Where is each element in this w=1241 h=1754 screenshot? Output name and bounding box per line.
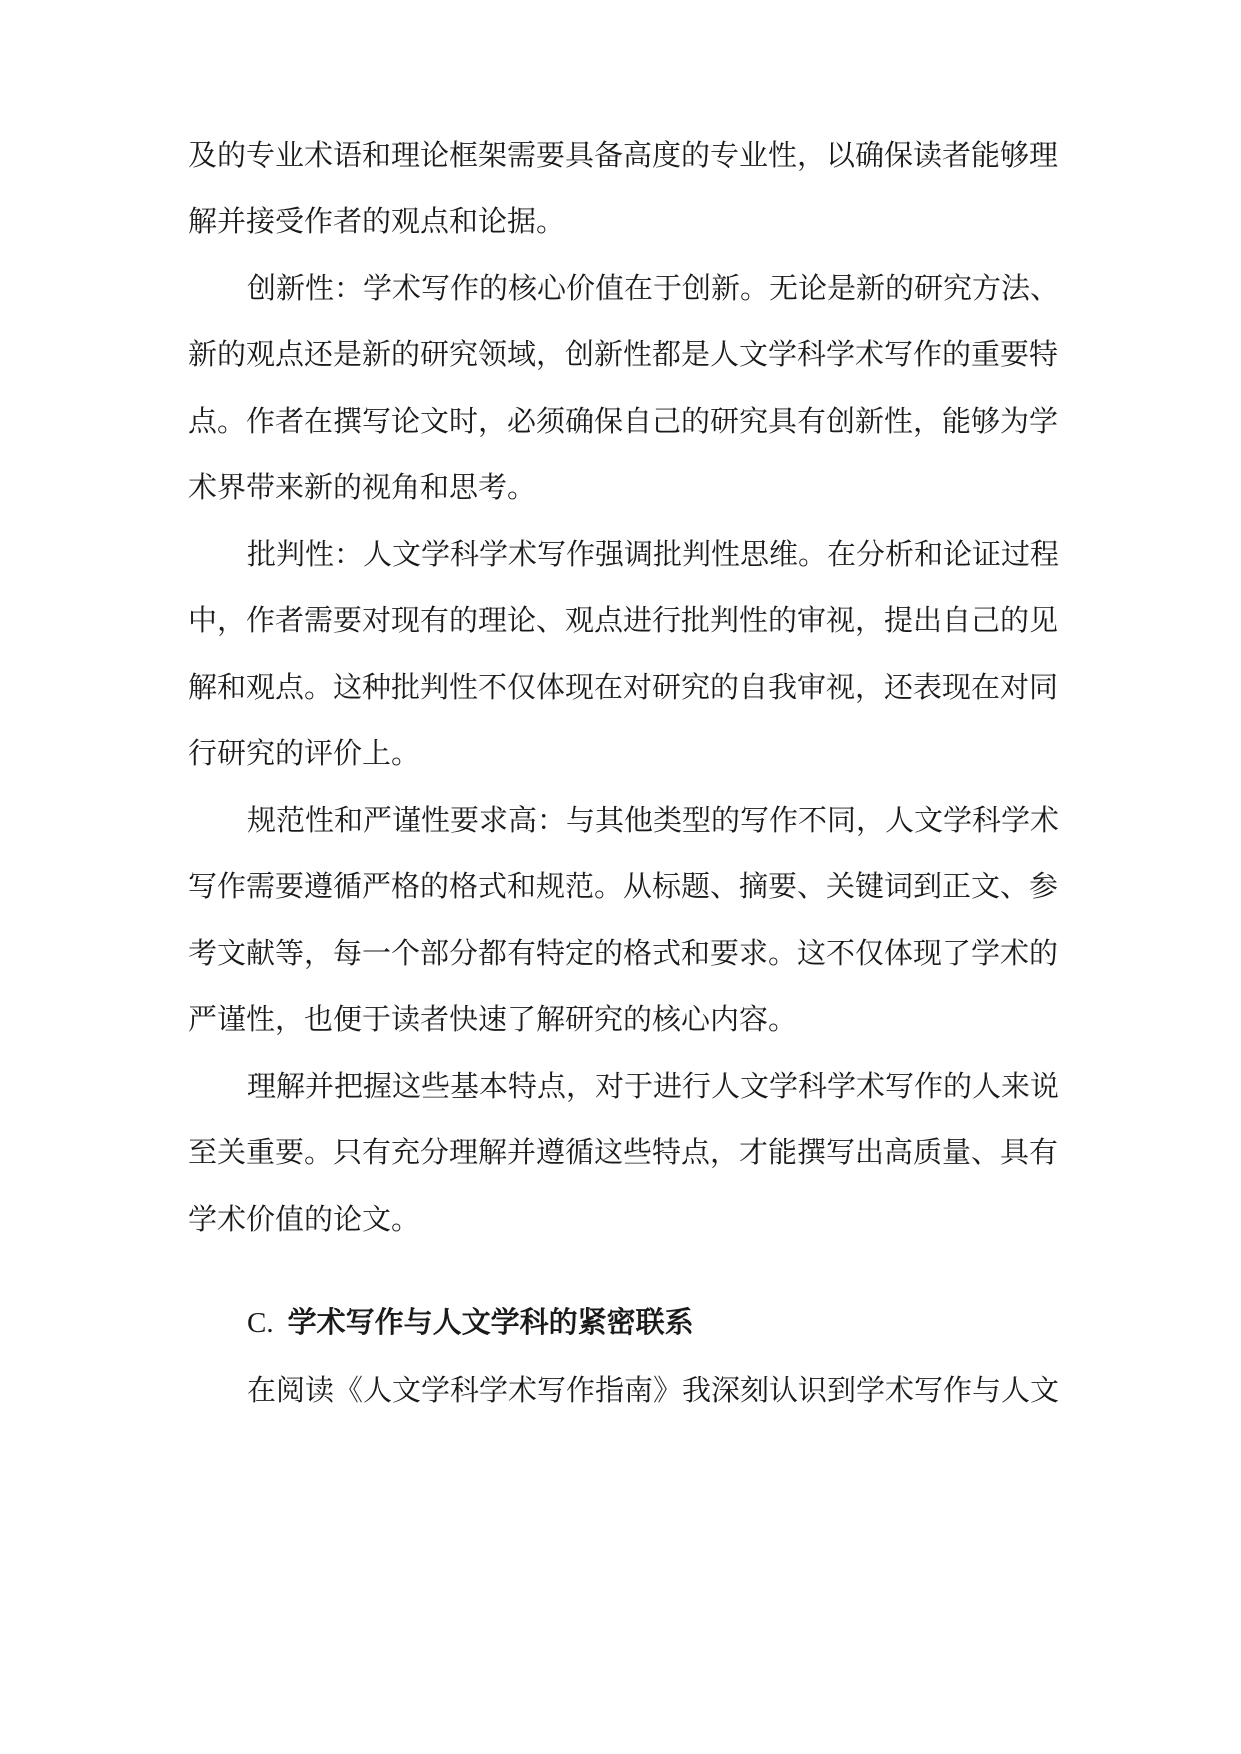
paragraph-line: 学术价值的论文。 [188, 1202, 421, 1236]
section-heading [247, 1302, 694, 1343]
section-title: 学术写作与人文学科的紧密联系 [287, 1305, 694, 1339]
paragraph-line: 创新性：学术写作的核心价值在于创新。无论是新的研究方法、 [247, 271, 1060, 305]
paragraph-line: 至关重要。只有充分理解并遵循这些特点，才能撰写出高质量、具有 [188, 1135, 1059, 1169]
paragraph-line: 中，作者需要对现有的理论、观点进行批判性的审视，提出自己的见 [188, 603, 1059, 637]
paragraph-line: 新的观点还是新的研究领域，创新性都是人文学科学术写作的重要特 [188, 337, 1059, 371]
paragraph-line: 批判性：人文学科学术写作强调批判性思维。在分析和论证过程 [247, 537, 1060, 571]
paragraph-line: 规范性和严谨性要求高：与其他类型的写作不同，人文学科学术 [247, 803, 1060, 837]
paragraph-line: 点。作者在撰写论文时，必须确保自己的研究具有创新性，能够为学 [188, 404, 1059, 438]
paragraph-line: 写作需要遵循严格的格式和规范。从标题、摘要、关键词到正文、参 [188, 869, 1059, 903]
paragraph-line: 解并接受作者的观点和论据。 [188, 204, 566, 238]
paragraph-line: 解和观点。这种批判性不仅体现在对研究的自我审视，还表现在对同 [188, 670, 1059, 704]
paragraph-line: 术界带来新的视角和思考。 [188, 470, 537, 504]
paragraph-line: 理解并把握这些基本特点，对于进行人文学科学术写作的人来说 [247, 1069, 1060, 1103]
paragraph-line: 行研究的评价上。 [188, 736, 421, 770]
paragraph-line: 在阅读《人文学科学术写作指南》我深刻认识到学术写作与人文 [247, 1373, 1060, 1407]
paragraph-line: 及的专业术语和理论框架需要具备高度的专业性，以确保读者能够理 [188, 138, 1059, 172]
paragraph-line: 考文献等，每一个部分都有特定的格式和要求。这不仅体现了学术的 [188, 936, 1059, 970]
paragraph-line: 严谨性，也便于读者快速了解研究的核心内容。 [188, 1002, 798, 1036]
section-number: C. [247, 1307, 274, 1339]
